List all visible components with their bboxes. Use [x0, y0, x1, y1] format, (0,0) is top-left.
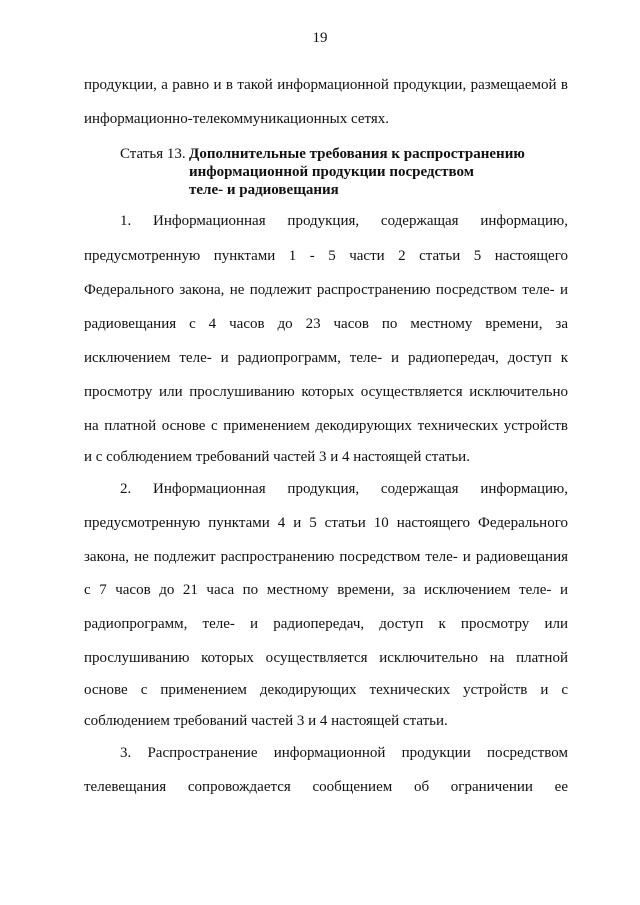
paragraph-1-line-3: Федерального закона, не подлежит распространению посредством теле- и [84, 282, 568, 298]
paragraph-3-line-2: телевещания сопровождается сообщением об ограничении ее [84, 779, 568, 795]
paragraph-1-line-7: на платной основе с применением декодирующих технических устройств [84, 418, 568, 434]
paragraph-2-line-6: прослушиванию которых осуществляется исключительно на платной [84, 650, 568, 666]
paragraph-2-line-2: предусмотренную пунктами 4 и 5 статьи 10 настоящего Федерального [84, 515, 568, 531]
paragraph-1-line-5: исключением теле- и радиопрограмм, теле- и радиопередач, доступ к [84, 350, 568, 366]
paragraph-2-line-7: основе с применением декодирующих технических устройств и с [84, 682, 568, 698]
article-title-line-3: теле- и радиовещания [189, 182, 339, 198]
article-label: Статья 13. [120, 146, 186, 162]
paragraph-1-line-6: просмотру или прослушиванию которых осуществляется исключительно [84, 384, 568, 400]
article-heading [120, 145, 525, 199]
paragraph-2-line-1: 2. Информационная продукция, содержащая информацию, [120, 481, 568, 497]
paragraph-2-line-4: с 7 часов до 21 часа по местному времени, за исключением теле- и [84, 582, 568, 598]
article-title-line-2: информационной продукции посредством [189, 164, 474, 180]
intro-line-2: информационно-телекоммуникационных сетях. [84, 111, 389, 127]
paragraph-2-line-3: закона, не подлежит распространению посредством теле- и радиовещания [84, 549, 568, 565]
paragraph-1-line-4: радиовещания с 4 часов до 23 часов по местному времени, за [84, 316, 568, 332]
paragraph-3-line-1: 3. Распространение информационной продукции посредством [120, 745, 568, 761]
paragraph-2-line-8: соблюдением требований частей 3 и 4 настоящей статьи. [84, 713, 448, 729]
paragraph-1-line-8: и с соблюдением требований частей 3 и 4 настоящей статьи. [84, 449, 470, 465]
article-title-line-1: Дополнительные требования к распространению [189, 146, 525, 162]
paragraph-1-line-2: предусмотренную пунктами 1 - 5 части 2 статьи 5 настоящего [84, 248, 568, 264]
paragraph-2-line-5: радиопрограмм, теле- и радиопередач, доступ к просмотру или [84, 616, 568, 632]
paragraph-1-line-1: 1. Информационная продукция, содержащая информацию, [120, 213, 568, 229]
page-number: 19 [312, 30, 328, 46]
intro-line-1: продукции, а равно и в такой информационной продукции, размещаемой в [84, 77, 568, 93]
